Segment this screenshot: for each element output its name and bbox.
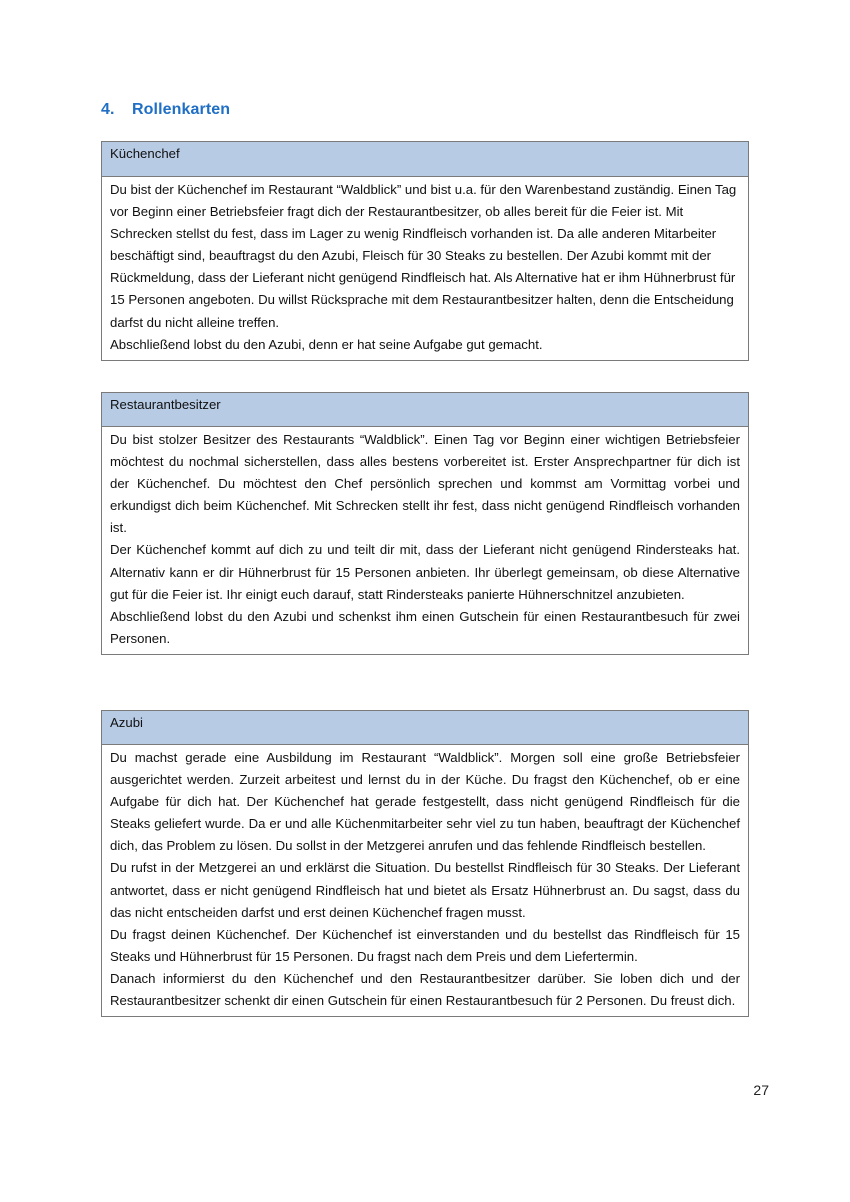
role-card-paragraph: Du machst gerade eine Ausbildung im Restaurant “Waldblick”. Morgen soll eine große Betriebsfeier ausgerichtet werden. Zurzeit arbeitest und lernst du in der Küche. Du fragst den Küchenchef, ob er eine Aufgabe für dich hat. Der Küchenchef hat gerade festgestellt, dass nicht genügend Rindfleisch für die Steaks geliefert wurde. Da er und alle Küchenmitarbeiter sehr viel zu tun haben, beauftragt der Küchenchef dich, das Problem zu lösen. Du sollst in der Metzgerei anrufen und das fehlende Rindfleisch bestellen.: [110, 750, 740, 854]
role-card-kuechenchef: [101, 141, 749, 361]
role-card-body: [102, 427, 748, 654]
role-card-title: Küchenchef: [102, 142, 748, 177]
role-card-paragraph: Du fragst deinen Küchenchef. Der Küchenchef ist einverstanden und du bestellst das Rindfleisch für 15 Steaks und Hühnerbrust für 15 Personen. Du fragst nach dem Preis und dem Liefertermin.: [110, 926, 740, 964]
role-card-paragraph: Du rufst in der Metzgerei an und erklärst die Situation. Du bestellst Rindfleisch für 30 Steaks. Der Lieferant antwortet, dass er nicht genügend Rindfleisch hat und bietet als Ersatz Hühnerbrust an. Du sagst, dass du das nicht entscheiden darfst und erst deinen Küchenchef fragen musst.: [110, 860, 740, 920]
page-number: 27: [753, 1082, 769, 1098]
role-card-paragraph: Danach informierst du den Küchenchef und den Restaurantbesitzer darüber. Sie loben dich und der Restaurantbesitzer schenkt dir einen Gutschein für einen Restaurantbesuch für 2 Personen. Du freust dich.: [110, 970, 740, 1009]
role-card-body: [102, 177, 748, 360]
role-card-paragraph: Du bist stolzer Besitzer des Restaurants “Waldblick”. Einen Tag vor Beginn einer wichtigen Betriebsfeier möchtest du nochmal sicherstellen, dass alles bestens vorbereitet ist. Erster Ansprechpartner für dich ist der Küchenchef. Du möchtest den Chef persönlich sprechen und kommst am Vormittag vorbei und erkundigst dich beim Küchenchef. Mit Schrecken stellt ihr fest, dass nicht genügend Rindfleisch vorhanden ist.: [110, 432, 740, 536]
role-card-paragraph: Du bist der Küchenchef im Restaurant “Waldblick” und bist u.a. für den Warenbestand zuständig. Einen Tag vor Beginn einer Betriebsfeier fragt dich der Restaurantbesitzer, ob alles bereit für die Feier ist. Mit Schrecken stellst du fest, dass im Lager zu wenig Rindfleisch vorhanden ist. Da alle anderen Mitarbeiter beschäftigt sind, beauftragst du den Azubi, Fleisch für 30 Steaks zu bestellen. Der Azubi kommt mit der Rückmeldung, dass der Lieferant nicht genügend Rindfleisch hat. Als Alternative hat er ihm Hühnerbrust für 15 Personen angeboten. Du willst Rücksprache mit dem Restaurantbesitzer halten, denn die Entscheidung darfst du nicht alleine treffen.: [110, 182, 737, 330]
role-card-title: Azubi: [102, 711, 748, 745]
role-card-restaurantbesitzer: [101, 392, 749, 655]
role-card-paragraph: Der Küchenchef kommt auf dich zu und teilt dir mit, dass der Lieferant nicht genügend Rindersteaks hat. Alternativ kann er dir Hühnerbrust für 15 Personen anbieten. Ihr überlegt gemeinsam, ob diese Alternative gut für die Feier ist. Ihr einigt euch darauf, statt Rindersteaks panierte Hühnerschnitzel anzubieten.: [110, 542, 740, 602]
section-heading: [101, 101, 230, 119]
section-title: Rollenkarten: [132, 101, 231, 118]
role-card-body: [102, 745, 748, 1016]
role-card-paragraph: Abschließend lobst du den Azubi, denn er hat seine Aufgabe gut gemacht.: [110, 336, 543, 352]
role-card-title: Restaurantbesitzer: [102, 393, 748, 427]
role-card-azubi: [101, 710, 749, 1017]
section-number: 4.: [101, 101, 115, 118]
role-card-paragraph: Abschließend lobst du den Azubi und schenkst ihm einen Gutschein für einen Restaurantbesuch für zwei Personen.: [110, 608, 740, 646]
